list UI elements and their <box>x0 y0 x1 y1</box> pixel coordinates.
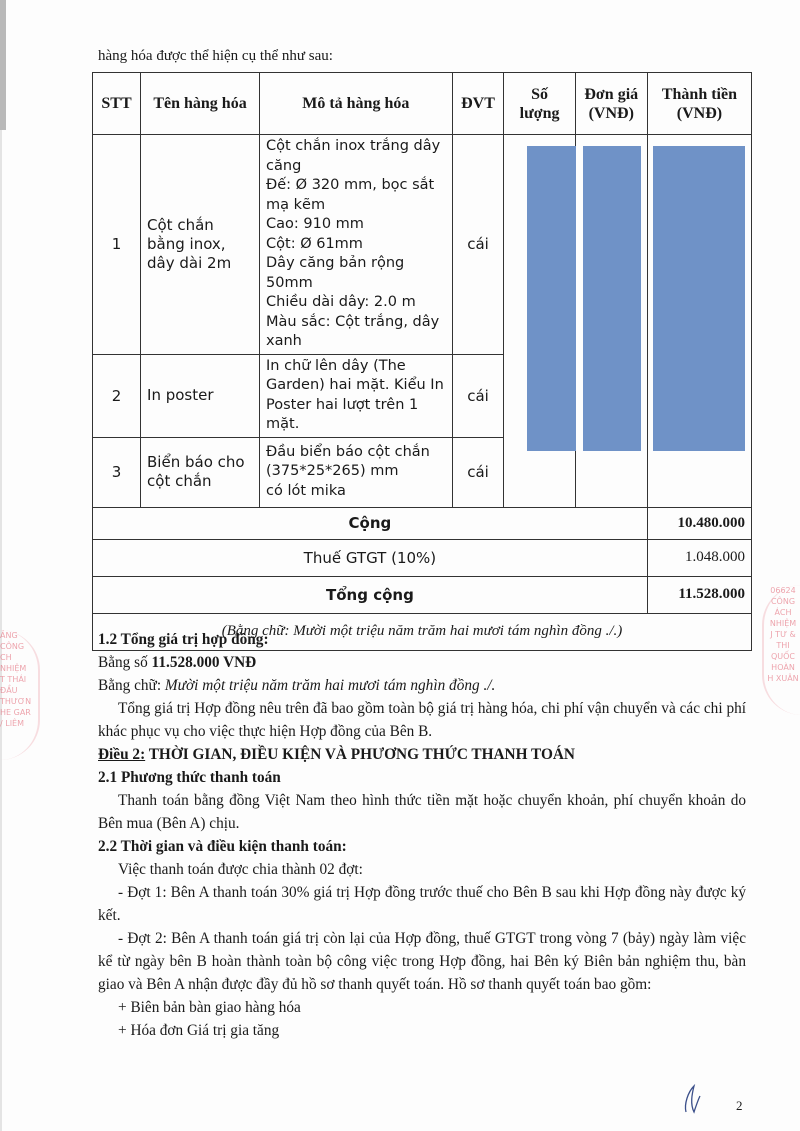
stamp-text: HE GAR <box>0 708 31 717</box>
header-unit: ĐVT <box>452 73 504 135</box>
row-name: Biển báo cho cột chắn <box>141 437 260 507</box>
subtotal-label: Cộng <box>93 507 648 539</box>
seal-stamp-right <box>762 585 800 715</box>
paragraph: Việc thanh toán được chia thành 02 đợt: <box>118 861 363 878</box>
amount-words-line <box>98 674 746 697</box>
stamp-text: T THÁI <box>0 675 27 684</box>
header-price: Đơn giá (VNĐ) <box>575 73 647 135</box>
grand-total-row <box>93 576 752 613</box>
table-header-row <box>93 73 752 135</box>
desc-line: Cột chắn inox trắng dây căng <box>266 138 441 174</box>
article-title: THỜI GIAN, ĐIỀU KIỆN VÀ PHƯƠNG THỨC THANH TOÁN <box>145 746 575 763</box>
signature-mark <box>682 1082 704 1116</box>
row-name: In poster <box>141 354 260 437</box>
stamp-text: J TƯ & THI <box>770 630 796 650</box>
desc-line: Màu sắc: Cột trắng, dây xanh <box>266 313 440 349</box>
article-heading <box>98 743 746 766</box>
row-desc <box>260 135 453 355</box>
stamp-text: ẢNG <box>0 631 18 640</box>
stamp-text: QUỐC <box>770 652 796 661</box>
stamp-text: H XUÂN <box>767 674 799 683</box>
section-heading: 2.2 Thời gian và điều kiện thanh toán: <box>98 838 347 855</box>
row-desc <box>260 437 453 507</box>
vat-row <box>93 539 752 576</box>
section-heading: 2.1 Phương thức thanh toán <box>98 769 281 786</box>
list-item: + Biên bản bàn giao hàng hóa <box>118 999 301 1016</box>
words-prefix: Bằng chữ: <box>98 677 165 694</box>
header-total: Thành tiền (VNĐ) <box>647 73 751 135</box>
intro-text: hàng hóa được thể hiện cụ thể như sau: <box>98 48 333 64</box>
total-in-words: (Bằng chữ: Mười một triệu năm trăm hai mươi tám nghìn đồng ./.) <box>93 613 752 650</box>
stamp-text: THƯƠN <box>0 697 32 706</box>
stamp-text: CÔNG <box>770 597 796 606</box>
subtotal-row <box>93 507 752 539</box>
desc-line: Đế: Ø 320 mm, bọc sắt mạ kẽm <box>266 177 435 213</box>
stamp-text: 06624 <box>770 586 796 595</box>
row-stt: 2 <box>93 354 141 437</box>
amount-value: 11.528.000 VNĐ <box>151 654 257 671</box>
stamp-text: CÔNG <box>0 642 25 651</box>
stamp-text: / LIÊM <box>0 719 25 728</box>
stamp-text: HOÀN <box>771 663 795 672</box>
row-unit: cái <box>452 135 504 355</box>
amount-line <box>98 651 746 674</box>
section-heading: 1.2 Tổng giá trị hợp đồng: <box>98 631 269 648</box>
row-unit: cái <box>452 437 504 507</box>
subtotal-value: 10.480.000 <box>647 507 751 539</box>
contract-body <box>98 628 746 1042</box>
paragraph: Thanh toán bằng đồng Việt Nam theo hình thức tiền mặt hoặc chuyển khoản, phí chuyển khoản do Bên mua (Bên A) chịu. <box>98 792 746 832</box>
list-item: + Hóa đơn Giá trị gia tăng <box>118 1022 280 1039</box>
desc-line: Cao: 910 mm <box>266 216 364 232</box>
redacted-unit-price <box>583 146 641 451</box>
article-label: Điều 2: <box>98 746 146 763</box>
desc-line: có lót mika <box>266 482 346 499</box>
row-stt: 1 <box>93 135 141 355</box>
grand-value: 11.528.000 <box>647 576 751 613</box>
desc-line: Chiều dài dây: 2.0 m <box>266 294 416 310</box>
header-qty: Số lượng <box>504 73 575 135</box>
row-stt: 3 <box>93 437 141 507</box>
stamp-text: ĐẦU <box>0 686 18 695</box>
vat-label: Thuế GTGT (10%) <box>93 539 648 576</box>
row-name: Cột chắn bằng inox, dây dài 2m <box>141 135 260 355</box>
desc-line: Đầu biển báo cột chắn (375*25*265) mm <box>266 443 430 480</box>
words-value: Mười một triệu năm trăm hai mươi tám nghìn đồng ./. <box>164 677 496 694</box>
vat-value: 1.048.000 <box>647 539 751 576</box>
row-desc <box>260 354 453 437</box>
page-number: 2 <box>736 1098 743 1113</box>
stamp-text: CH NHIỆM <box>0 653 27 673</box>
header-desc: Mô tả hàng hóa <box>260 73 453 135</box>
stamp-text: ÁCH NHIỆM <box>769 608 797 628</box>
header-name: Tên hàng hóa <box>141 73 260 135</box>
redacted-line-total <box>653 146 745 451</box>
desc-line: Dây căng bản rộng 50mm <box>266 255 405 291</box>
grand-label: Tổng cộng <box>93 576 648 613</box>
seal-stamp-left <box>0 630 40 760</box>
paragraph: - Đợt 2: Bên A thanh toán giá trị còn lại của Hợp đồng, thuế GTGT trong vòng 7 (bảy) ngày làm việc kể từ ngày bên B hoàn thành toàn bộ công việc trong Hợp đồng, hai Bên ký Biên bản nghiệm thu, bàn giao và Bên A nhận được đầy đủ hồ sơ thanh quyết toán. Hồ sơ thanh quyết toán bao gồm: <box>98 930 746 993</box>
redacted-quantity <box>527 146 576 451</box>
amount-prefix: Bằng số <box>98 654 152 671</box>
paragraph: - Đợt 1: Bên A thanh toán 30% giá trị Hợp đồng trước thuế cho Bên B sau khi Hợp đồng này được ký kết. <box>98 884 746 924</box>
desc-line: In chữ lên dây (The Garden) hai mặt. Kiểu In Poster hai lượt trên 1 mặt. <box>266 357 444 432</box>
header-stt: STT <box>93 73 141 135</box>
desc-line: Cột: Ø 61mm <box>266 235 363 252</box>
scan-edge <box>0 0 6 130</box>
paragraph: Tổng giá trị Hợp đồng nêu trên đã bao gồm toàn bộ giá trị hàng hóa, chi phí vận chuyển và các chi phí khác phục vụ cho việc thực hiện Hợp đồng của Bên B. <box>98 700 746 740</box>
row-unit: cái <box>452 354 504 437</box>
